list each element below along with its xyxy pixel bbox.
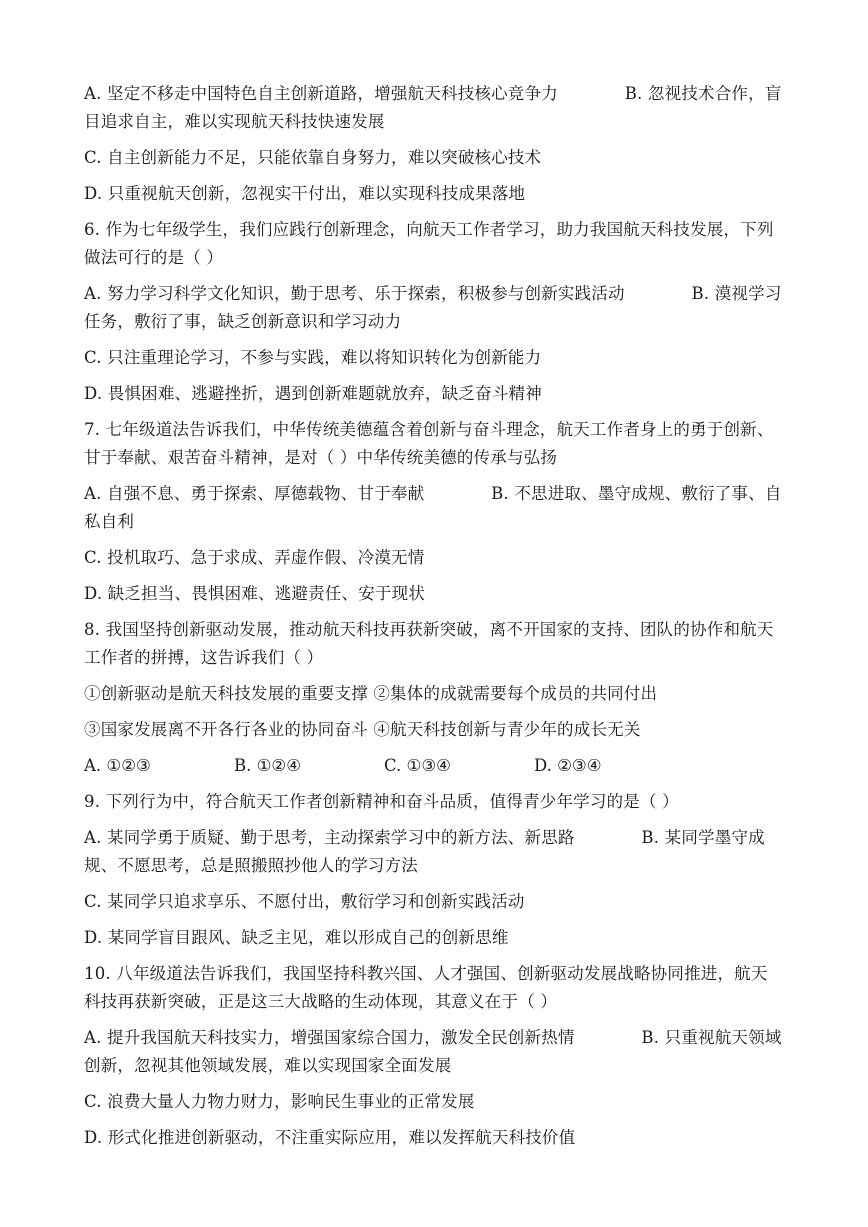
q7-option-a-b: A. 自强不息、勇于探索、厚德载物、甘于奉献 B. 不思进取、墨守成规、敷衍了事、自私自利 <box>84 484 782 531</box>
q7-option-c: C. 投机取巧、急于求成、弄虚作假、冷漠无情 <box>84 548 425 567</box>
document-page <box>84 80 784 1160</box>
q7-option-d: D. 缺乏担当、畏惧困难、逃避责任、安于现状 <box>84 584 426 603</box>
q6-option-d: D. 畏惧困难、逃避挫折，遇到创新难题就放弃，缺乏奋斗精神 <box>84 384 542 403</box>
q6-option-a-b: A. 努力学习科学文化知识，勤于思考、乐于探索，积极参与创新实践活动 B. 漠视学习任务，敷衍了事，缺乏创新意识和学习动力 <box>84 284 782 331</box>
q8-option-b: B. ①②④ <box>234 756 301 775</box>
q10-option-a-b: A. 提升我国航天科技实力，增强国家综合国力，激发全民创新热情 B. 只重视航天领域创新，忽视其他领域发展，难以实现国家全面发展 <box>84 1028 782 1075</box>
q6-stem: 6. 作为七年级学生，我们应践行创新理念，向航天工作者学习，助力我国航天科技发展，下列做法可行的是（ ） <box>84 220 774 267</box>
q9-option-c: C. 某同学只追求享乐、不愿付出，敷衍学习和创新实践活动 <box>84 892 525 911</box>
q7-stem: 7. 七年级道法告诉我们，中华传统美德蕴含着创新与奋斗理念，航天工作者身上的勇于创新、甘于奉献、艰苦奋斗精神，是对（ ）中华传统美德的传承与弘扬 <box>84 420 774 467</box>
q5-option-d: D. 只重视航天创新，忽视实干付出，难以实现科技成果落地 <box>84 184 526 203</box>
q8-option-d: D. ②③④ <box>534 756 602 775</box>
q8-statements-1-2: ①创新驱动是航天科技发展的重要支撑 ②集体的成就需要每个成员的共同付出 <box>84 684 658 703</box>
q10-option-d: D. 形式化推进创新驱动，不注重实际应用，难以发挥航天科技价值 <box>84 1128 576 1147</box>
q6-option-c: C. 只注重理论学习，不参与实践，难以将知识转化为创新能力 <box>84 348 542 367</box>
q9-option-a-b: A. 某同学勇于质疑、勤于思考，主动探索学习中的新方法、新思路 B. 某同学墨守成规、不愿思考，总是照搬照抄他人的学习方法 <box>84 828 765 875</box>
q8-stem: 8. 我国坚持创新驱动发展，推动航天科技再获新突破，离不开国家的支持、团队的协作和航天工作者的拼搏，这告诉我们（ ） <box>84 620 774 667</box>
q5-option-a-b: A. 坚定不移走中国特色自主创新道路，增强航天科技核心竞争力 B. 忽视技术合作，盲目追求自主，难以实现航天科技快速发展 <box>84 84 782 131</box>
q5-option-c: C. 自主创新能力不足，只能依靠自身努力，难以突破核心技术 <box>84 148 542 167</box>
q10-option-c: C. 浪费大量人力物力财力，影响民生事业的正常发展 <box>84 1092 475 1111</box>
q10-stem: 10. 八年级道法告诉我们，我国坚持科教兴国、人才强国、创新驱动发展战略协同推进，航天科技再获新突破，正是这三大战略的生动体现，其意义在于（ ） <box>84 964 768 1011</box>
q8-statements-3-4: ③国家发展离不开各行各业的协同奋斗 ④航天科技创新与青少年的成长无关 <box>84 720 641 739</box>
q9-option-d: D. 某同学盲目跟风、缺乏主见，难以形成自己的创新思维 <box>84 928 509 947</box>
q8-option-c: C. ①③④ <box>384 756 451 775</box>
q8-option-a: A. ①②③ <box>84 756 151 775</box>
q8-options <box>84 752 784 780</box>
q9-stem: 9. 下列行为中，符合航天工作者创新精神和奋斗品质，值得青少年学习的是（ ） <box>84 792 679 811</box>
